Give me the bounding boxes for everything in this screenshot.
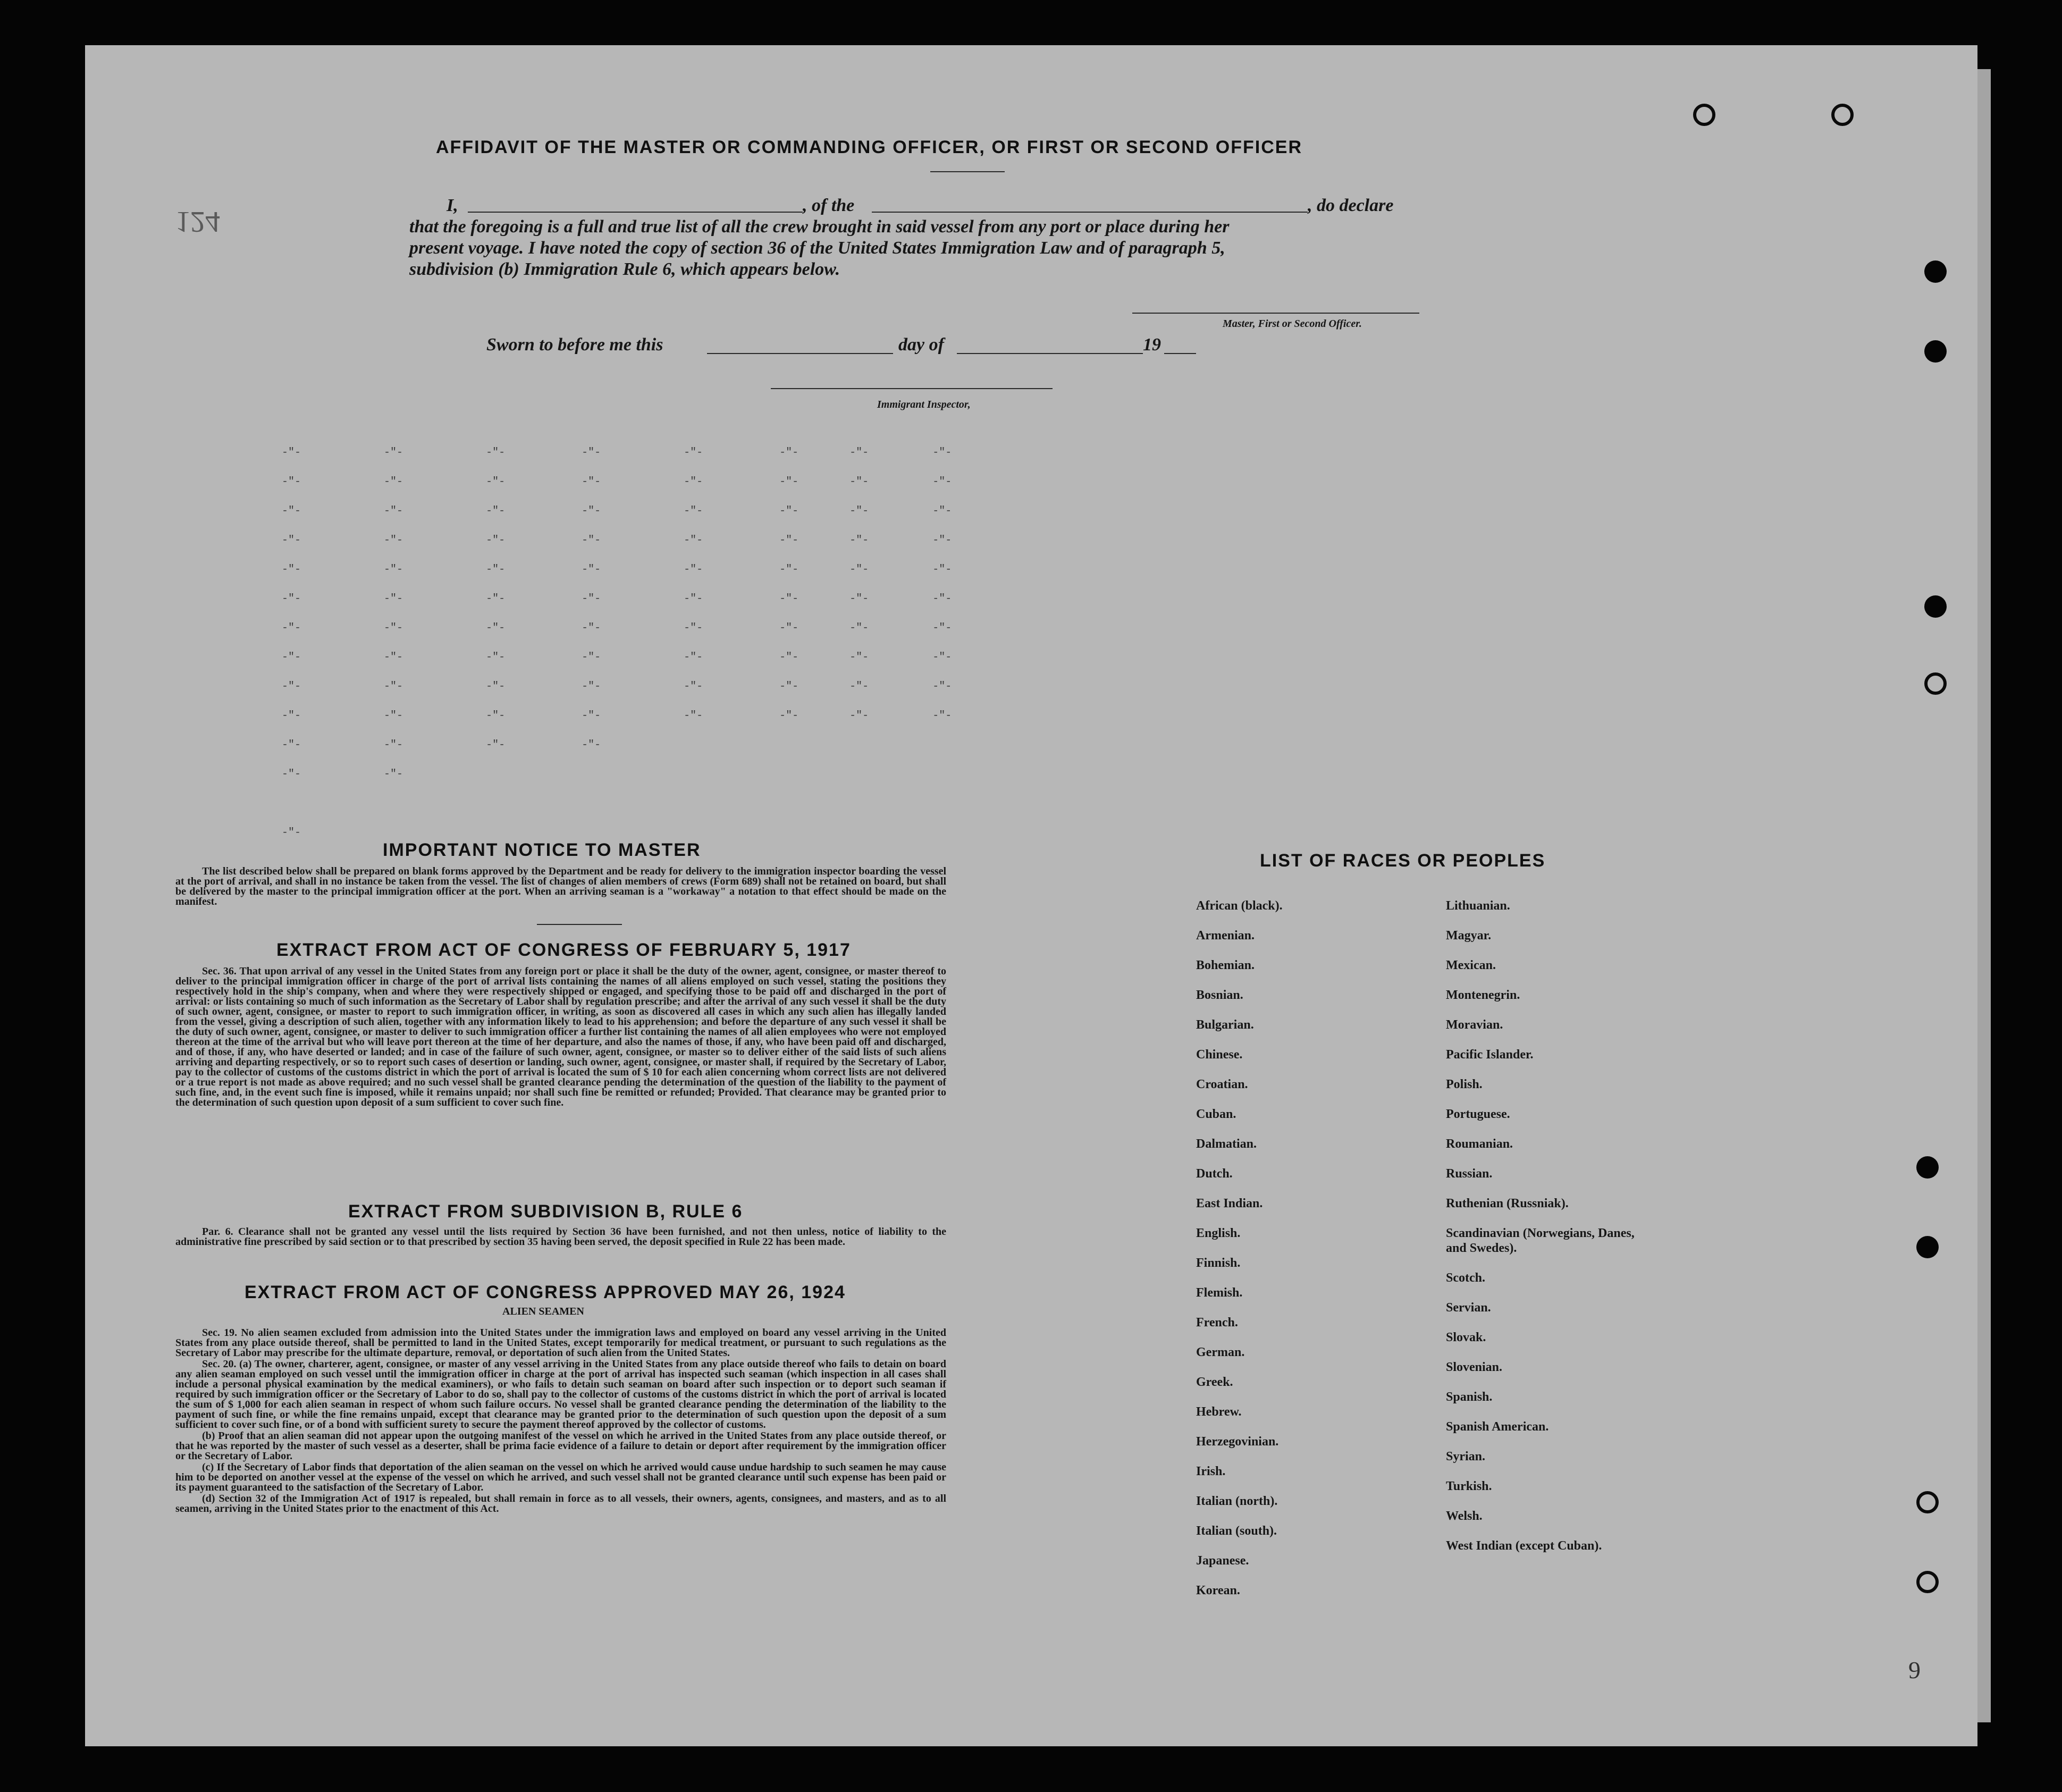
race-item: Lithuanian. (1446, 899, 1510, 913)
race-item: Scandinavian (Norwegians, Danes, and Swedes). (1446, 1226, 1635, 1255)
race-item: Italian (south). (1196, 1524, 1277, 1538)
binder-hole (1916, 1236, 1939, 1258)
inspector-signature-line (771, 388, 1053, 389)
notice-title: IMPORTANT NOTICE TO MASTER (383, 840, 701, 860)
rule-6-paragraph: Par. 6. Clearance shall not be granted any vessel until the lists required by Section 36 have been furnished, and not then unless, notice of liability to the administrative fine prescribed by said section or to that prescribed by section 35 having been served, the deposit specified in Rule 22 has been made. (175, 1226, 946, 1248)
affidavit-declare: , do declare (1308, 196, 1394, 215)
notice-paragraph: The list described below shall be prepared on blank forms approved by the Department and be ready for delivery to the immigration inspector boarding the vessel at the port of arrival, and shall in no instance be taken from the vessel. The list of changes of alien members of crews (Form 689) shall not be retained on board, but shall be delivered by the master to the principal immigration officer at the port. When an arriving seaman is a "workaway" a notation to that effect should be made on the manifest. (175, 865, 946, 907)
day-of-text: day of (898, 335, 944, 355)
affidavit-title: AFFIDAVIT OF THE MASTER OR COMMANDING OFFICER, OR FIRST OR SECOND OFFICER (436, 137, 1302, 157)
races-right-column (1446, 898, 1648, 1568)
race-item: Bosnian. (1196, 988, 1243, 1002)
margin-number: 124 (175, 205, 220, 238)
race-item: Bulgarian. (1196, 1018, 1254, 1032)
race-item: Irish. (1196, 1465, 1226, 1478)
day-blank (707, 353, 893, 354)
race-item: Herzegovinian. (1196, 1435, 1279, 1449)
binder-hole (1831, 104, 1854, 126)
race-item: Bohemian. (1196, 958, 1255, 972)
race-item: Montenegrin. (1446, 988, 1520, 1002)
binder-hole (1924, 260, 1947, 283)
section-20d-paragraph: (d) Section 32 of the Immigration Act of 1917 is repealed, but shall remain in force as to all vessels, their owners, agents, consignees, and masters, and as to all seamen, arriving in the United States prior to the enactment of this Act. (175, 1493, 946, 1515)
year-prefix: 19 (1143, 335, 1161, 355)
binder-hole (1924, 672, 1947, 695)
affidavit-line: that the foregoing is a full and true list of all the crew brought in said vessel from any port or place during her (409, 217, 1230, 237)
race-item: Servian. (1446, 1301, 1491, 1315)
race-item: Spanish American. (1446, 1420, 1549, 1434)
race-item: Dutch. (1196, 1167, 1233, 1181)
race-item: Ruthenian (Russniak). (1446, 1197, 1569, 1210)
race-item: Japanese. (1196, 1554, 1249, 1568)
race-item: Russian. (1446, 1167, 1493, 1181)
race-item: Flemish. (1196, 1286, 1243, 1300)
race-item: Slovenian. (1446, 1360, 1503, 1374)
master-label: Master, First or Second Officer. (1223, 318, 1362, 330)
alien-seamen-subtitle: ALIEN SEAMEN (502, 1306, 584, 1317)
handwritten-page-mark: 9 (1908, 1656, 1921, 1684)
extract-1924-block (175, 1328, 946, 1515)
section-19-paragraph: Sec. 19. No alien seamen excluded from admission into the United States under the immigration laws and employed on board any vessel arriving in the United States from any place outside thereof, shall be permitted to land in the United States, except temporarily for medical treatment, or pursuant to such regulations as the Secretary of Labor may prescribe for the ultimate departure, removal, or deportation of such alien from the United States. (175, 1327, 946, 1359)
race-item: Finnish. (1196, 1256, 1241, 1270)
race-item: English. (1196, 1226, 1241, 1240)
divider (930, 171, 1005, 172)
binder-hole (1693, 104, 1715, 126)
race-item: Hebrew. (1196, 1405, 1242, 1419)
extract-1924-title: EXTRACT FROM ACT OF CONGRESS APPROVED MAY 26, 1924 (245, 1282, 846, 1302)
signature-line (1132, 313, 1419, 314)
extract-1917-block (175, 966, 946, 1109)
binder-hole (1916, 1156, 1939, 1179)
race-item: Cuban. (1196, 1107, 1236, 1121)
inspector-label: Immigrant Inspector, (877, 399, 971, 410)
rule-6-title: EXTRACT FROM SUBDIVISION B, RULE 6 (348, 1201, 743, 1222)
race-item: Magyar. (1446, 929, 1492, 943)
race-item: Polish. (1446, 1078, 1483, 1091)
section-20c-paragraph: (c) If the Secretary of Labor finds that deportation of the alien seaman on the vessel on which he arrived would cause undue hardship to such seamen he may cause him to be deported on another vessel at the expense of the vessel on which he arrived, and such vessel shall not be granted clearance until such expense has been paid or its payment guaranteed to the satisfaction of the Secretary of Labor. (175, 1461, 946, 1493)
extract-1917-title: EXTRACT FROM ACT OF CONGRESS OF FEBRUARY 5, 1917 (276, 940, 851, 960)
sworn-text: Sworn to before me this (486, 335, 663, 355)
affidavit-line: subdivision (b) Immigration Rule 6, which appears below. (409, 259, 840, 279)
race-item: Greek. (1196, 1375, 1233, 1389)
binder-hole (1916, 1571, 1939, 1593)
month-blank (957, 353, 1143, 354)
race-item: Chinese. (1196, 1048, 1243, 1062)
race-item: Scotch. (1446, 1271, 1485, 1285)
race-item: Moravian. (1446, 1018, 1503, 1032)
binder-hole (1924, 340, 1947, 363)
race-item: Turkish. (1446, 1479, 1492, 1493)
race-item: Dalmatian. (1196, 1137, 1257, 1151)
affidavit-line: present voyage. I have noted the copy of section 36 of the United States Immigration Law and of paragraph 5, (409, 238, 1225, 258)
race-item: East Indian. (1196, 1197, 1263, 1210)
section-20b-paragraph: (b) Proof that an alien seaman did not appear upon the outgoing manifest of the vessel on which he arrived in the United States from any place outside thereof, or that he was reported by the master of such vessel as a deserter, shall be prima facie evidence of a failure to detain or deport after requirement by the immigration officer or the Secretary of Labor. (175, 1430, 946, 1462)
section-20a-paragraph: Sec. 20. (a) The owner, charterer, agent, consignee, or master of any vessel arriving in the United States from any place outside thereof who fails to detain on board any alien seaman employed on such vessel until the immigration officer in charge at the port of arrival has inspected such seaman (which inspection in all cases shall include a personal physical examination by the medical examiners), or who fails to detain such seaman on board after such inspection or to deport such seaman if required by such immigration officer or the Secretary of Labor to do so, shall pay to the collector of customs of the customs district in which the port of arrival is located the sum of $ 1,000 for each alien seaman in respect of whom such failure occurs. No vessel shall be granted clearance pending the determination of the liability to the payment of such fine, or while the fine remains unpaid, except that clearance may be granted prior to the determination of such question upon the deposit of a sum sufficient to cover such fine, or of a bond with sufficient surety to secure the payment thereof approved by the collector of customs. (175, 1358, 946, 1431)
year-blank (1164, 353, 1196, 354)
affidavit-i: I, (447, 196, 458, 215)
race-item: French. (1196, 1316, 1238, 1330)
race-item: Welsh. (1446, 1509, 1483, 1523)
race-item: German. (1196, 1345, 1245, 1359)
name-blank (468, 212, 803, 213)
rule-6-block (175, 1227, 946, 1248)
race-item: Pacific Islander. (1446, 1048, 1534, 1062)
race-item: Mexican. (1446, 958, 1496, 972)
race-item: West Indian (except Cuban). (1446, 1539, 1602, 1553)
race-item: Slovak. (1446, 1331, 1486, 1344)
race-item: Portuguese. (1446, 1107, 1510, 1121)
section-36-paragraph: Sec. 36. That upon arrival of any vessel in the United States from any foreign port or place it shall be the duty of the owner, agent, consignee, or master thereof to deliver to the principal immigration officer in charge of the port of arrival lists containing the names of all aliens employed on such vessel, stating the positions they respectively hold in the ship's company, when and where they were respectively shipped or engaged, and specifying those to be paid off and discharged in the port of arrival: or lists containing so much of such information as the Secretary of Labor shall by regulation prescribe; and after the arrival of any such vessel it shall be the duty of such owner, agent, consignee, or master to report to such immigration officer, in writing, as soon as discovered all cases in which any such alien has illegally landed from the vessel, giving a description of such alien, together with any information likely to lead to his apprehension; and before the departure of any such vessel it shall be the duty of such owner, agent, consignee, or master to deliver to such immigration officer a further list containing the names of all alien employees who were not employed thereon at the time of the arrival but who will leave port thereon at the time of her departure, and also the names of those, if any, who have been paid off and discharged, and of those, if any, who have deserted or landed; and in case of the failure of such owner, agent, consignee, or master so to deliver either of the said lists of such aliens arriving and departing respectively, or so to report such cases of desertion or landing, such owner, agent, consignee, or master shall, if required by the Secretary of Labor, pay to the collector of customs of the customs district in which the port of arrival is located the sum of $ 10 for each alien concerning whom correct lists are not delivered or a true report is not made as above required; and no such vessel shall be granted clearance pending the determination of the question of the liability to the payment of such fine, and, in the event such fine is imposed, while it remains unpaid; nor shall such fine be remitted or refunded; Provided. That clearance may be granted prior to the determination of such question upon deposit of a sum sufficient to cover such fine. (175, 965, 946, 1108)
race-item: Italian (north). (1196, 1494, 1278, 1508)
races-title: LIST OF RACES OR PEOPLES (1260, 851, 1546, 871)
binder-hole (1924, 595, 1947, 618)
race-item: Syrian. (1446, 1450, 1486, 1463)
race-item: African (black). (1196, 899, 1283, 913)
notice-text-block (175, 866, 946, 908)
race-item: Roumanian. (1446, 1137, 1513, 1151)
binder-hole (1916, 1491, 1939, 1513)
races-left-column (1196, 898, 1419, 1613)
divider (537, 924, 622, 925)
race-item: Croatian. (1196, 1078, 1248, 1091)
race-item: Spanish. (1446, 1390, 1493, 1404)
affidavit-of-the: , of the (803, 196, 855, 215)
vessel-blank (872, 212, 1308, 213)
race-item: Armenian. (1196, 929, 1255, 943)
race-item: Korean. (1196, 1584, 1240, 1597)
